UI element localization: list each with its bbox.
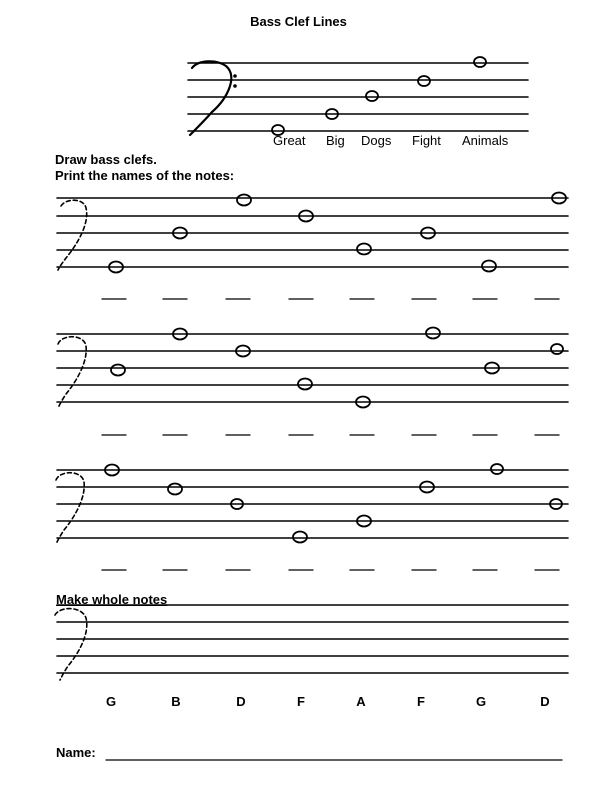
staff-4: [57, 605, 568, 673]
bass-clef-icon: [190, 61, 231, 135]
letter-8: D: [540, 694, 550, 709]
whole-note-icon: [111, 365, 125, 376]
instruction-draw-clefs: Draw bass clefs.: [55, 152, 157, 167]
letter-7: G: [475, 694, 487, 709]
mnemonic-word-animals: Animals: [462, 133, 509, 148]
whole-note-icon: [366, 91, 378, 101]
whole-note-icon: [474, 57, 486, 67]
whole-note-icon: [426, 328, 440, 339]
whole-note-icon: [272, 125, 284, 135]
staff-1: [57, 198, 568, 267]
example-staff: [188, 63, 528, 131]
letter-6: F: [417, 694, 425, 709]
name-label: Name:: [56, 745, 96, 760]
mnemonic-word-dogs: Dogs: [361, 133, 392, 148]
staff-3: [57, 470, 568, 538]
whole-note-icon: [491, 464, 503, 474]
letter-4: F: [297, 694, 305, 709]
bass-clef-dot-icon: [233, 84, 237, 88]
bass-clef-dot-icon: [233, 74, 237, 78]
example-notes: [272, 57, 486, 135]
dashed-bass-clef-icon: [56, 473, 84, 544]
staff-2: [57, 334, 568, 402]
dashed-bass-clef-icon: [55, 609, 87, 680]
dashed-bass-clef-icon: [58, 200, 87, 270]
letter-1: G: [105, 694, 117, 709]
whole-note-icon: [293, 532, 307, 543]
instruction-whole-notes: Make whole notes: [56, 592, 168, 607]
whole-note-icon: [551, 344, 563, 354]
whole-note-icon: [482, 261, 496, 272]
worksheet-title: Bass Clef Lines: [250, 14, 347, 29]
letter-3: D: [236, 694, 246, 709]
mnemonic-word-big: Big: [326, 133, 345, 148]
whole-note-icon: [298, 379, 312, 390]
letter-5: A: [356, 694, 366, 709]
whole-note-icon: [168, 484, 182, 495]
dashed-bass-clef-icon: [58, 337, 86, 408]
letter-2: B: [171, 694, 181, 709]
instruction-name-notes: Print the names of the notes:: [55, 168, 235, 183]
whole-note-icon: [357, 244, 371, 255]
mnemonic-word-great: Great: [273, 133, 306, 148]
whole-note-icon: [237, 195, 251, 206]
whole-note-icon: [418, 76, 430, 86]
mnemonic-word-fight: Fight: [412, 133, 441, 148]
